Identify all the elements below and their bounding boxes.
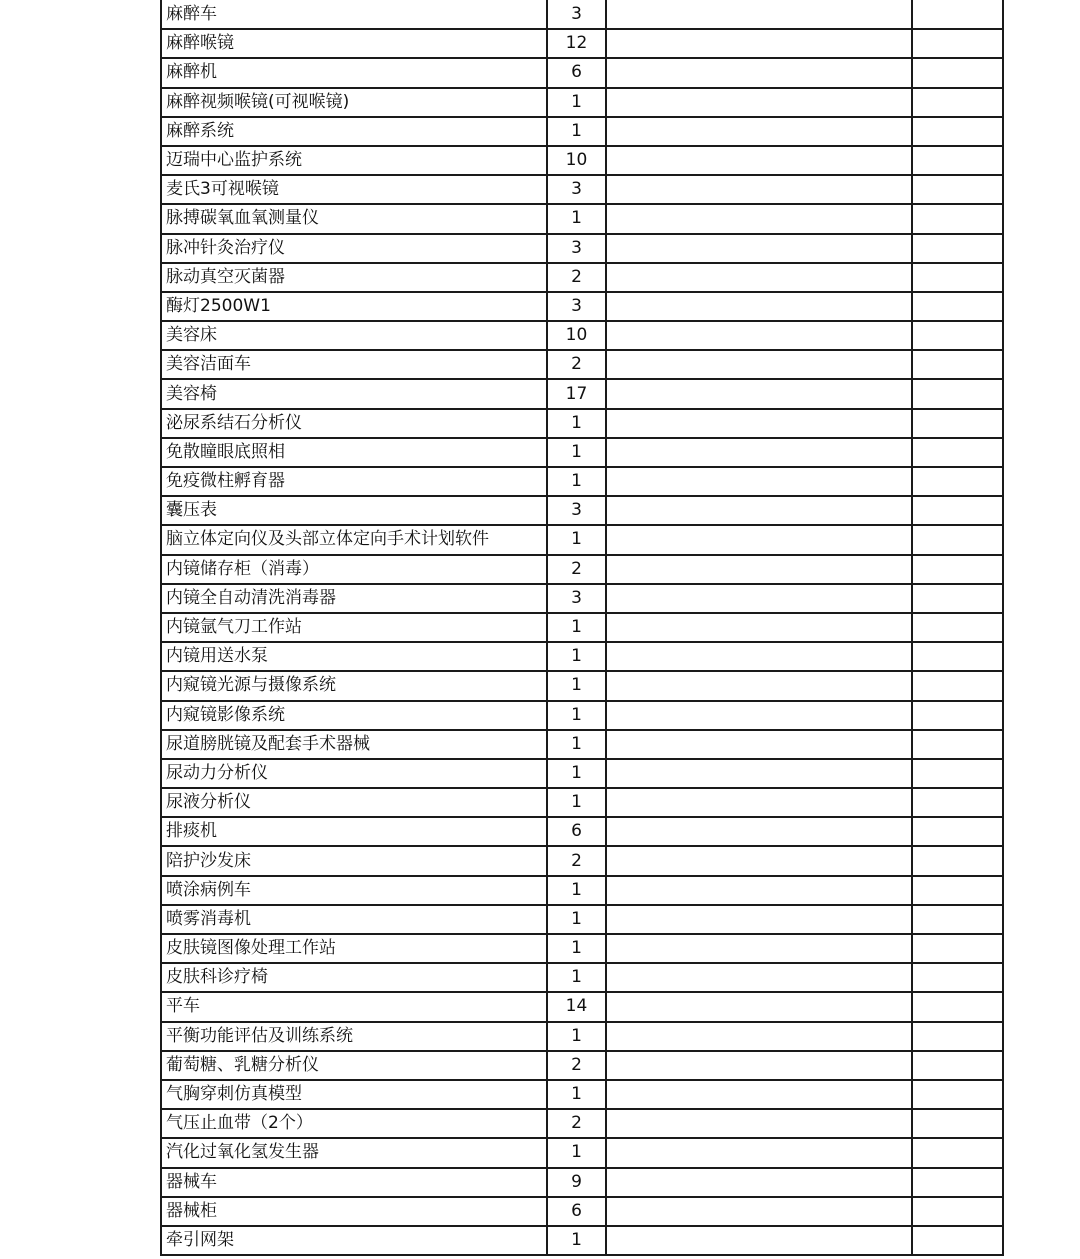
- empty-cell: [606, 234, 912, 263]
- empty-cell: [606, 817, 912, 846]
- equipment-table-body: [161, 0, 1003, 1255]
- table-row: [161, 350, 1003, 379]
- empty-cell: [912, 1051, 1003, 1080]
- empty-cell: [912, 292, 1003, 321]
- empty-cell: [912, 0, 1003, 29]
- quantity-cell: 3: [547, 496, 606, 525]
- empty-cell: [912, 204, 1003, 233]
- empty-cell: [912, 234, 1003, 263]
- empty-cell: [606, 438, 912, 467]
- empty-cell: [606, 292, 912, 321]
- empty-cell: [912, 846, 1003, 875]
- quantity-cell: 1: [547, 905, 606, 934]
- empty-cell: [912, 642, 1003, 671]
- equipment-name-cell: 器械柜: [161, 1197, 547, 1226]
- empty-cell: [606, 730, 912, 759]
- table-row: [161, 555, 1003, 584]
- table-row: [161, 146, 1003, 175]
- table-row: [161, 788, 1003, 817]
- empty-cell: [606, 350, 912, 379]
- equipment-name-cell: 汽化过氧化氢发生器: [161, 1138, 547, 1167]
- empty-cell: [912, 438, 1003, 467]
- equipment-name-cell: 陪护沙发床: [161, 846, 547, 875]
- empty-cell: [912, 496, 1003, 525]
- equipment-name-cell: 美容床: [161, 321, 547, 350]
- empty-cell: [606, 321, 912, 350]
- table-row: [161, 1109, 1003, 1138]
- empty-cell: [606, 88, 912, 117]
- equipment-name-cell: 泌尿系结石分析仪: [161, 409, 547, 438]
- empty-cell: [606, 788, 912, 817]
- table-row: [161, 730, 1003, 759]
- quantity-cell: 1: [547, 438, 606, 467]
- empty-cell: [606, 1022, 912, 1051]
- quantity-cell: 1: [547, 671, 606, 700]
- quantity-cell: 1: [547, 409, 606, 438]
- empty-cell: [606, 1080, 912, 1109]
- empty-cell: [912, 409, 1003, 438]
- empty-cell: [606, 671, 912, 700]
- quantity-cell: 1: [547, 1080, 606, 1109]
- equipment-name-cell: 平车: [161, 992, 547, 1021]
- empty-cell: [912, 1080, 1003, 1109]
- empty-cell: [606, 467, 912, 496]
- empty-cell: [606, 934, 912, 963]
- table-row: [161, 321, 1003, 350]
- quantity-cell: 3: [547, 0, 606, 29]
- table-row: [161, 1226, 1003, 1255]
- equipment-name-cell: 麻醉系统: [161, 117, 547, 146]
- equipment-table-container: [160, 0, 1002, 1259]
- quantity-cell: 2: [547, 555, 606, 584]
- empty-cell: [606, 992, 912, 1021]
- empty-cell: [912, 1022, 1003, 1051]
- empty-cell: [606, 263, 912, 292]
- empty-cell: [606, 29, 912, 58]
- table-row: [161, 58, 1003, 87]
- table-row: [161, 1051, 1003, 1080]
- empty-cell: [912, 817, 1003, 846]
- quantity-cell: 3: [547, 175, 606, 204]
- equipment-name-cell: 内镜全自动清洗消毒器: [161, 584, 547, 613]
- table-row: [161, 496, 1003, 525]
- quantity-cell: 3: [547, 584, 606, 613]
- empty-cell: [912, 555, 1003, 584]
- empty-cell: [912, 379, 1003, 408]
- equipment-name-cell: 免疫微柱孵育器: [161, 467, 547, 496]
- empty-cell: [606, 963, 912, 992]
- empty-cell: [606, 146, 912, 175]
- equipment-name-cell: 皮肤镜图像处理工作站: [161, 934, 547, 963]
- equipment-name-cell: 麻醉车: [161, 0, 547, 29]
- empty-cell: [606, 1168, 912, 1197]
- equipment-name-cell: 囊压表: [161, 496, 547, 525]
- equipment-table: [160, 0, 1004, 1256]
- empty-cell: [912, 263, 1003, 292]
- empty-cell: [606, 175, 912, 204]
- quantity-cell: 1: [547, 467, 606, 496]
- empty-cell: [912, 584, 1003, 613]
- table-row: [161, 963, 1003, 992]
- equipment-name-cell: 脉搏碳氧血氧测量仪: [161, 204, 547, 233]
- table-row: [161, 1080, 1003, 1109]
- empty-cell: [606, 701, 912, 730]
- equipment-name-cell: 内镜用送水泵: [161, 642, 547, 671]
- table-row: [161, 1022, 1003, 1051]
- equipment-name-cell: 迈瑞中心监护系统: [161, 146, 547, 175]
- equipment-name-cell: 尿道膀胱镜及配套手术器械: [161, 730, 547, 759]
- equipment-name-cell: 器械车: [161, 1168, 547, 1197]
- quantity-cell: 1: [547, 934, 606, 963]
- equipment-name-cell: 尿液分析仪: [161, 788, 547, 817]
- quantity-cell: 2: [547, 846, 606, 875]
- table-row: [161, 846, 1003, 875]
- table-row: [161, 467, 1003, 496]
- table-row: [161, 292, 1003, 321]
- equipment-name-cell: 牵引网架: [161, 1226, 547, 1255]
- table-row: [161, 263, 1003, 292]
- quantity-cell: 2: [547, 350, 606, 379]
- table-row: [161, 379, 1003, 408]
- empty-cell: [912, 350, 1003, 379]
- quantity-cell: 3: [547, 292, 606, 321]
- empty-cell: [912, 876, 1003, 905]
- quantity-cell: 2: [547, 1051, 606, 1080]
- quantity-cell: 1: [547, 613, 606, 642]
- empty-cell: [912, 1109, 1003, 1138]
- empty-cell: [606, 204, 912, 233]
- table-row: [161, 175, 1003, 204]
- empty-cell: [606, 876, 912, 905]
- equipment-name-cell: 脑立体定向仪及头部立体定向手术计划软件: [161, 525, 547, 554]
- empty-cell: [606, 496, 912, 525]
- table-row: [161, 759, 1003, 788]
- empty-cell: [606, 1197, 912, 1226]
- equipment-name-cell: 尿动力分析仪: [161, 759, 547, 788]
- empty-cell: [912, 321, 1003, 350]
- equipment-name-cell: 排痰机: [161, 817, 547, 846]
- quantity-cell: 1: [547, 204, 606, 233]
- table-row: [161, 409, 1003, 438]
- empty-cell: [606, 58, 912, 87]
- empty-cell: [606, 525, 912, 554]
- empty-cell: [912, 117, 1003, 146]
- empty-cell: [912, 58, 1003, 87]
- table-row: [161, 701, 1003, 730]
- empty-cell: [606, 1109, 912, 1138]
- table-row: [161, 671, 1003, 700]
- equipment-name-cell: 平衡功能评估及训练系统: [161, 1022, 547, 1051]
- equipment-name-cell: 脉冲针灸治疗仪: [161, 234, 547, 263]
- quantity-cell: 2: [547, 263, 606, 292]
- equipment-name-cell: 麦氏3可视喉镜: [161, 175, 547, 204]
- empty-cell: [606, 905, 912, 934]
- table-row: [161, 0, 1003, 29]
- table-row: [161, 117, 1003, 146]
- empty-cell: [912, 963, 1003, 992]
- equipment-name-cell: 美容椅: [161, 379, 547, 408]
- empty-cell: [912, 759, 1003, 788]
- quantity-cell: 3: [547, 234, 606, 263]
- table-row: [161, 29, 1003, 58]
- equipment-name-cell: 喷涂病例车: [161, 876, 547, 905]
- table-row: [161, 876, 1003, 905]
- table-row: [161, 525, 1003, 554]
- quantity-cell: 1: [547, 88, 606, 117]
- empty-cell: [606, 117, 912, 146]
- empty-cell: [912, 934, 1003, 963]
- table-row: [161, 438, 1003, 467]
- empty-cell: [912, 467, 1003, 496]
- equipment-name-cell: 气胸穿刺仿真模型: [161, 1080, 547, 1109]
- quantity-cell: 1: [547, 788, 606, 817]
- equipment-name-cell: 麻醉视频喉镜(可视喉镜): [161, 88, 547, 117]
- empty-cell: [606, 555, 912, 584]
- quantity-cell: 1: [547, 759, 606, 788]
- table-row: [161, 234, 1003, 263]
- quantity-cell: 1: [547, 1022, 606, 1051]
- quantity-cell: 17: [547, 379, 606, 408]
- quantity-cell: 1: [547, 876, 606, 905]
- quantity-cell: 6: [547, 817, 606, 846]
- quantity-cell: 1: [547, 963, 606, 992]
- empty-cell: [606, 409, 912, 438]
- empty-cell: [606, 379, 912, 408]
- empty-cell: [912, 613, 1003, 642]
- equipment-name-cell: 麻醉喉镜: [161, 29, 547, 58]
- equipment-name-cell: 麻醉机: [161, 58, 547, 87]
- equipment-name-cell: 内窥镜影像系统: [161, 701, 547, 730]
- quantity-cell: 2: [547, 1109, 606, 1138]
- table-row: [161, 1197, 1003, 1226]
- equipment-name-cell: 免散瞳眼底照相: [161, 438, 547, 467]
- empty-cell: [606, 1226, 912, 1255]
- empty-cell: [912, 1226, 1003, 1255]
- quantity-cell: 1: [547, 525, 606, 554]
- empty-cell: [606, 759, 912, 788]
- empty-cell: [912, 788, 1003, 817]
- empty-cell: [912, 525, 1003, 554]
- equipment-name-cell: 脉动真空灭菌器: [161, 263, 547, 292]
- quantity-cell: 1: [547, 701, 606, 730]
- empty-cell: [606, 613, 912, 642]
- table-row: [161, 817, 1003, 846]
- quantity-cell: 6: [547, 1197, 606, 1226]
- empty-cell: [912, 1168, 1003, 1197]
- table-row: [161, 934, 1003, 963]
- equipment-name-cell: 喷雾消毒机: [161, 905, 547, 934]
- equipment-name-cell: 葡萄糖、乳糖分析仪: [161, 1051, 547, 1080]
- equipment-name-cell: 内镜氩气刀工作站: [161, 613, 547, 642]
- empty-cell: [912, 175, 1003, 204]
- empty-cell: [912, 88, 1003, 117]
- empty-cell: [606, 584, 912, 613]
- equipment-name-cell: 美容洁面车: [161, 350, 547, 379]
- table-row: [161, 1168, 1003, 1197]
- equipment-name-cell: 气压止血带（2个）: [161, 1109, 547, 1138]
- quantity-cell: 12: [547, 29, 606, 58]
- table-row: [161, 905, 1003, 934]
- quantity-cell: 10: [547, 321, 606, 350]
- empty-cell: [606, 846, 912, 875]
- empty-cell: [606, 1138, 912, 1167]
- empty-cell: [912, 1138, 1003, 1167]
- table-row: [161, 613, 1003, 642]
- equipment-name-cell: 内窥镜光源与摄像系统: [161, 671, 547, 700]
- quantity-cell: 1: [547, 117, 606, 146]
- quantity-cell: 1: [547, 1138, 606, 1167]
- quantity-cell: 9: [547, 1168, 606, 1197]
- equipment-name-cell: 皮肤科诊疗椅: [161, 963, 547, 992]
- table-row: [161, 992, 1003, 1021]
- empty-cell: [912, 992, 1003, 1021]
- quantity-cell: 14: [547, 992, 606, 1021]
- table-row: [161, 204, 1003, 233]
- table-row: [161, 584, 1003, 613]
- empty-cell: [912, 730, 1003, 759]
- quantity-cell: 10: [547, 146, 606, 175]
- empty-cell: [912, 29, 1003, 58]
- equipment-name-cell: 酶灯2500W1: [161, 292, 547, 321]
- empty-cell: [912, 905, 1003, 934]
- table-row: [161, 88, 1003, 117]
- table-row: [161, 642, 1003, 671]
- empty-cell: [912, 671, 1003, 700]
- quantity-cell: 1: [547, 730, 606, 759]
- empty-cell: [912, 1197, 1003, 1226]
- quantity-cell: 1: [547, 1226, 606, 1255]
- quantity-cell: 1: [547, 642, 606, 671]
- empty-cell: [912, 701, 1003, 730]
- quantity-cell: 6: [547, 58, 606, 87]
- empty-cell: [606, 0, 912, 29]
- table-row: [161, 1138, 1003, 1167]
- empty-cell: [606, 642, 912, 671]
- empty-cell: [606, 1051, 912, 1080]
- equipment-name-cell: 内镜储存柜（消毒）: [161, 555, 547, 584]
- empty-cell: [912, 146, 1003, 175]
